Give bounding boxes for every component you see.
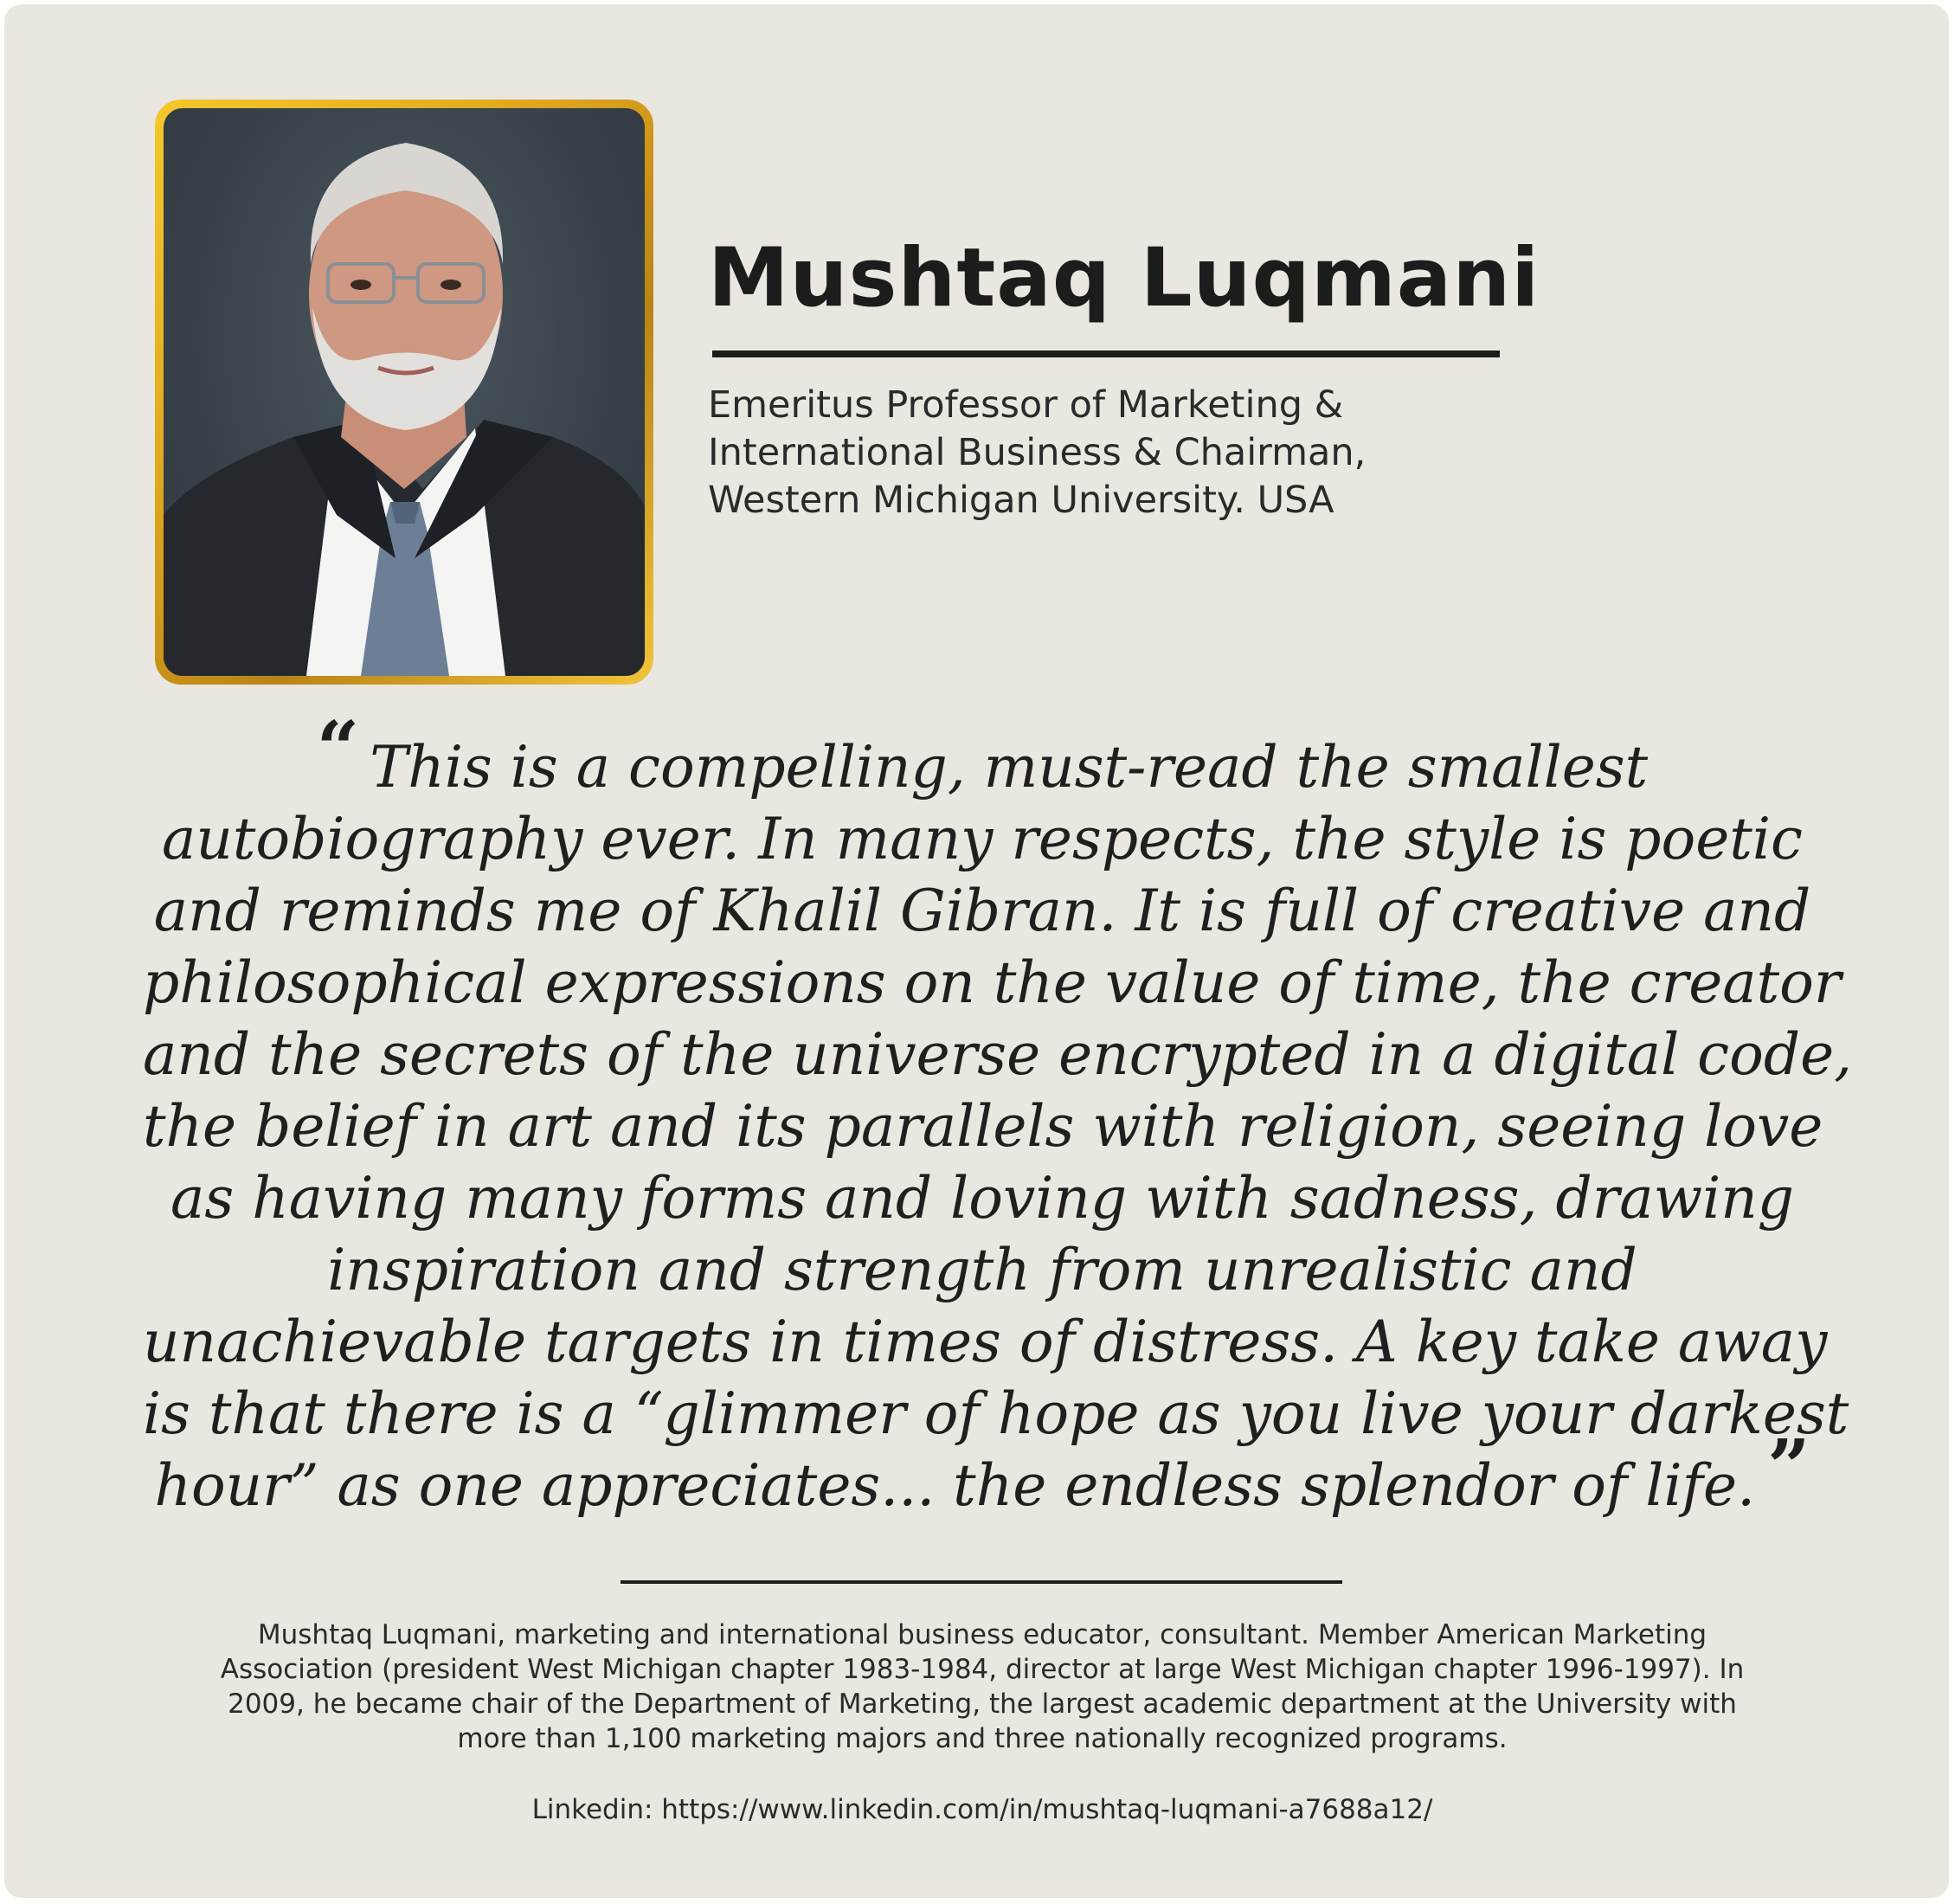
name-underline [712,351,1500,357]
section-divider [621,1580,1342,1584]
quote-line-first [143,705,1822,803]
bio-line: Association (president West Michigan chapter 1983-1984, director at large West Michigan chapter 1996-1997). In [220,1654,1745,1685]
quote-line: This is a compelling, must-read the smallest [370,734,1649,801]
bio-paragraph [134,1618,1830,1756]
quote-line: inspiration and strength from unrealistic and [327,1237,1637,1303]
role-line: International Business & Chairman, [708,431,1367,474]
quote-line: autobiography ever. In many respects, the style is poetic [162,806,1803,872]
quote-line: unachievable targets in times of distress. A key take away [143,1309,1828,1375]
quote-line: is that there is a “glimmer of hope as you live your darkest [143,1380,1849,1447]
portrait-frame [155,100,653,685]
person-role [708,382,1487,524]
testimonial-card [4,4,1949,1898]
role-line: Emeritus Professor of Marketing & [708,383,1344,427]
bio-line: 2009, he became chair of the Department of Marketing, the largest academic department at the University with [228,1689,1737,1720]
quote-line: hour” as one appreciates... the endless splendor of life. [154,1452,1756,1519]
bio-line: Mushtaq Luqmani, marketing and international business educator, consultant. Member American Marketing [257,1619,1707,1650]
quote-line-last [143,1424,1822,1521]
testimonial-quote [143,705,1853,1521]
quote-line: the belief in art and its parallels with religion, seeing love [143,1093,1823,1160]
close-quote-mark: ” [1767,1424,1810,1511]
quote-line: philosophical expressions on the value of time, the creator [143,949,1842,1016]
role-line: Western Michigan University. USA [708,479,1334,522]
person-name: Mushtaq Luqmani [708,231,1540,325]
portrait-photo [164,108,645,676]
open-quote-mark: “ [316,705,360,793]
quote-line: and reminds me of Khalil Gibran. It is full of creative and [153,878,1811,944]
bio-line: more than 1,100 marketing majors and three nationally recognized programs. [457,1723,1508,1754]
quote-line: as having many forms and loving with sadness, drawing [170,1165,1794,1232]
linkedin-link[interactable]: Linkedin: https://www.linkedin.com/in/mushtaq-luqmani-a7688a12/ [531,1794,1433,1825]
quote-line: and the secrets of the universe encrypted in a digital code, [143,1021,1853,1088]
portrait-illustration [164,108,645,676]
